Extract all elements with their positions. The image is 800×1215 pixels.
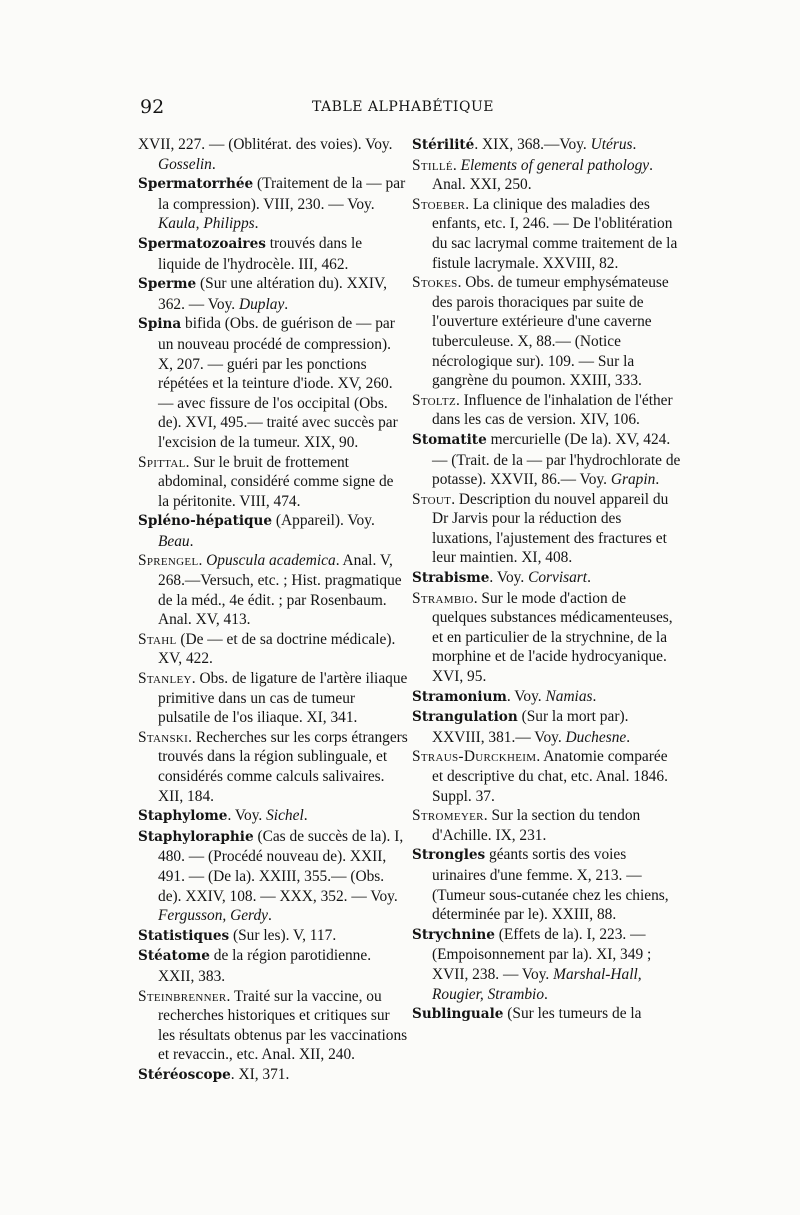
index-entry [412,925,682,1004]
entry-author: Sprengel [138,552,199,570]
index-entry [138,728,408,806]
entry-author: Stahl [138,630,177,648]
entry-text-end: . [254,215,259,233]
index-entry [138,987,408,1065]
entry-reference: Kaula, Philipps [158,215,255,233]
entry-reference: Beau [158,532,190,550]
entry-text-end: . [189,532,194,550]
entry-text-end: . [626,728,631,746]
index-column-left [138,135,408,1086]
entry-reference: Duchesne [565,728,627,746]
entry-reference: Fergusson, Gerdy [158,907,268,925]
entry-author: Stromeyer [412,807,484,825]
index-entry [138,314,408,452]
entry-text: . XIX, 368.—Voy. [474,136,591,153]
entry-text: . Obs. de ligature de l'artère iliaque primitive dans un cas de tumeur pulsatile de l'os iliaque. XI, 341. [158,670,408,727]
index-entry [412,273,682,391]
index-entry [138,551,408,629]
entry-text-end: . Anal. XXI, 250. [432,156,653,194]
entry-text: (Sur la mort par). XXVIII, 381.— Voy. [432,708,629,746]
entry-text: . XI, 371. [230,1065,290,1083]
entry-author: Spittal [138,453,186,471]
entry-text: (Appareil). Voy. [272,512,375,530]
entry-text: . [452,156,461,174]
entry-text: . Voy. [489,569,529,587]
entry-headword: Sperme [138,276,197,293]
index-entry [412,490,682,568]
entry-headword: Stéatome [138,948,210,965]
index-entry [138,827,408,926]
entry-author: Stoltz [412,391,456,409]
entry-text-end: . [632,136,637,153]
entry-text: . Anatomie comparée et descriptive du chat, etc. Anal. 1846. Suppl. 37. [432,748,668,805]
index-entry [412,430,682,490]
entry-text: . [198,552,207,570]
index-entry [412,845,682,924]
entry-text: . Influence de l'inhalation de l'éther dans les cas de version. XIV, 106. [432,391,673,429]
entry-author: Stillé [412,156,453,174]
index-entry [138,135,408,174]
entry-text: . La clinique des maladies des enfants, etc. I, 246. — De l'oblitération du sac lacrymal comme traitement de la fistule lacrymale. XXVIII, 82. [432,195,678,272]
entry-text: trouvés dans le liquide de l'hydrocèle. III, 462. [158,234,363,273]
running-title: TABLE ALPHABÉTIQUE [312,99,494,115]
index-entry [138,174,408,234]
entry-headword: Stramonium [412,688,507,705]
entry-text: . Sur le bruit de frottement abdominal, considéré comme signe de la péritonite. VIII, 474. [158,453,394,510]
entry-text: (Sur une altération du). XXIV, 362. — Voy. [158,275,387,313]
entry-text: . Traité sur la vaccine, ou recherches historiques et critiques sur les résultats obtenus par les vaccinations et revaccin., etc. Anal. XII, 240. [158,987,408,1064]
entry-headword: Sublinguale [412,1006,504,1023]
index-entry [138,926,408,947]
entry-text: . Recherches sur les corps étrangers trouvés dans la région sublinguale, et considérés comme calculs salivaires. XII, 184. [158,728,408,805]
entry-text-end: . Anal. V, 268.—Versuch, etc. ; Hist. pragmatique de la méd., 4e édit. ; par Rosenbaum. Anal. XV, 413. [158,552,402,629]
entry-text: (Sur les tumeurs de la [503,1005,642,1023]
index-entry [412,568,682,589]
entry-text-end: . [544,985,548,1003]
entry-headword: Spermatozoaires [138,235,266,252]
entry-text: (Effets de la). I, 223. — (Empoisonnement par la). XI, 349 ; XVII, 238. — Voy. [432,925,652,983]
index-entry [412,1004,682,1025]
entry-headword: Strangulation [412,709,518,726]
index-entry [412,707,682,747]
entry-text-end: . [655,471,660,489]
entry-headword: Stérilité [412,137,475,153]
entry-author: Steinbrenner [138,987,227,1005]
entry-author: Straus-Durckheim [412,748,537,766]
index-column-right [412,135,682,1025]
entry-reference: Duplay [238,295,285,313]
entry-headword: Spléno-hépatique [138,513,273,530]
entry-headword: Strychnine [412,926,495,943]
entry-author: Stout [412,490,452,508]
entry-text-end: . [303,807,308,825]
entry-author: Stokes [412,274,458,292]
entry-reference: Corvisart [528,569,588,587]
entry-text: (Cas de succès de la). I, 480. — (Procédé nouveau de). XXII, 491. — (De la). XXIII, 355.— (Obs. de). XXIV, 108. — XXX, 352. — Voy. [158,827,404,905]
index-entry [412,195,682,273]
entry-reference: Namias [545,687,593,705]
index-entry [412,156,682,195]
index-entry [412,687,682,708]
entry-author: Strambio [412,589,474,607]
entry-headword: Staphylome [138,808,228,825]
entry-text: XVII, 227. — (Oblitérat. des voies). Voy. [138,136,393,153]
index-entry [412,135,682,156]
index-entry [412,747,682,806]
entry-text-end: . [592,687,597,705]
entry-text-end: . [268,907,272,925]
entry-text-end: . [284,295,289,313]
entry-reference: Marshal-Hall, Rougier, Strambio [432,965,642,1003]
entry-reference: Elements of general pathology [460,156,650,174]
entry-text: (De — et de sa doctrine médicale). XV, 422. [158,630,396,668]
index-entry [138,234,408,274]
page-number: 92 [140,96,165,118]
entry-reference: Utérus [590,136,633,153]
entry-headword: Stéréoscope [138,1066,231,1083]
index-entry [138,274,408,314]
entry-headword: Statistiques [138,927,230,944]
entry-text: . Voy. [506,687,546,705]
index-entry [138,1065,408,1086]
entry-text: bifida (Obs. de guérison de — par un nouveau procédé de compression). X, 207. — guéri par les ponctions répétées et la teinture d'iode. XV, 260. — avec fissure de l'os occipital (Obs. de). XVI, 495.— traité avec succès par l'excision de la tumeur. XIX, 90. [158,315,398,451]
index-entry [412,391,682,430]
entry-text: . Obs. de tumeur emphysémateuse des parois thoraciques par suite de l'ouverture extérieure d'une caverne tuberculeuse. X, 88.— (Notice nécrologique sur). 109. — Sur la gangrène du poumon. XXIII, 333. [432,274,669,390]
index-entry [412,589,682,687]
entry-reference: Gosselin [158,155,212,173]
index-entry [138,806,408,827]
entry-headword: Spermatorrhée [138,176,254,193]
entry-headword: Strabisme [412,570,490,587]
entry-text-end: . [211,155,216,173]
index-entry [138,453,408,512]
entry-text: (Traitement de la — par la compression). VIII, 230. — Voy. [158,175,406,213]
entry-reference: Opuscula academica [206,552,336,570]
entry-reference: Sichel [266,807,304,825]
entry-reference: Grapin [610,471,656,489]
entry-headword: Stomatite [412,431,487,448]
entry-text: . Sur la section du tendon d'Achille. IX, 231. [432,807,641,844]
entry-text-end: . [587,569,591,587]
entry-text: . Description du nouvel appareil du Dr Jarvis pour la réduction des luxations, l'ajustement des fractures et leur maintien. XI, 408. [432,490,669,567]
entry-author: Stoeber [412,195,466,213]
index-entry [138,630,408,669]
entry-headword: Staphyloraphie [138,828,254,845]
index-entry [138,511,408,551]
index-entry [412,806,682,845]
entry-text: géants sortis des voies urinaires d'une femme. X, 213. — (Tumeur sous-cutanée chez les chiens, déterminée par le). XXIII, 88. [432,846,669,924]
entry-author: Stanley [138,670,192,688]
entry-text: de la région parotidienne. XXII, 383. [158,947,372,985]
page-header [140,96,670,126]
entry-headword: Strongles [412,847,486,864]
entry-headword: Spina [138,316,182,333]
entry-text: . Voy. [227,807,267,825]
entry-author: Stanski [138,728,189,746]
entry-text: . Sur le mode d'action de quelques substances médicamenteuses, et en particulier de la strychnine, de la morphine et de l'acide hydrocyanique. XVI, 95. [432,589,673,686]
entry-text: mercurielle (De la). XV, 424. — (Trait. de la — par l'hydrochlorate de potasse). XXVII, 86.— Voy. [432,430,681,489]
index-entry [138,669,408,728]
index-entry [138,946,408,986]
entry-text: (Sur les). V, 117. [229,926,337,944]
